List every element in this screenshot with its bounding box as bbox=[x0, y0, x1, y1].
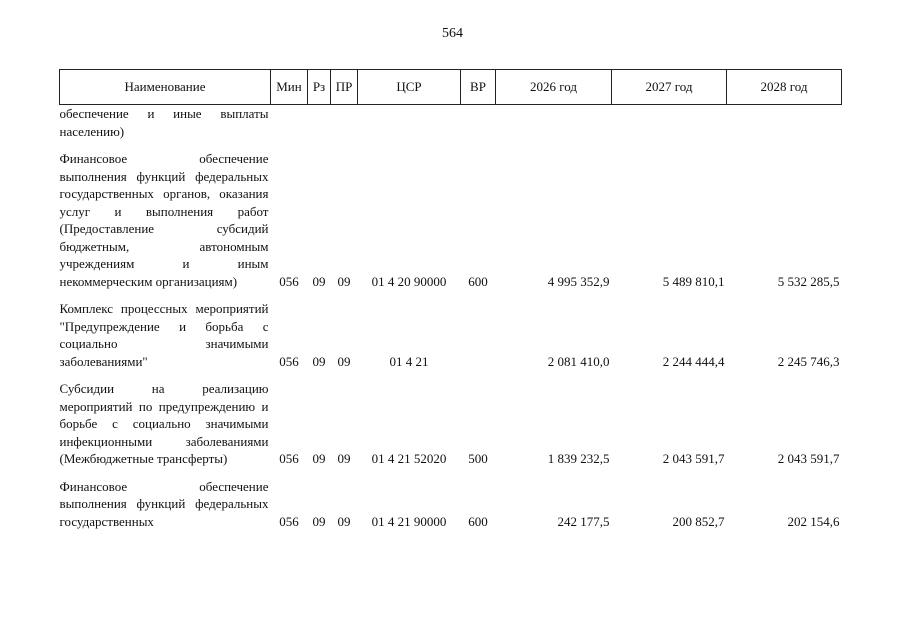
row-pr bbox=[331, 105, 358, 141]
header-2026: 2026 год bbox=[496, 70, 612, 105]
header-rz: Рз bbox=[308, 70, 331, 105]
header-pr: ПР bbox=[331, 70, 358, 105]
row-vr: 600 bbox=[468, 513, 488, 529]
row-2026: 4 995 352,9 bbox=[547, 273, 610, 289]
table-row bbox=[60, 370, 842, 468]
row-min: 056 bbox=[279, 451, 299, 466]
row-2028 bbox=[727, 105, 842, 141]
row-2027: 2 244 444,4 bbox=[662, 353, 725, 369]
row-2028: 5 532 285,5 bbox=[777, 273, 840, 289]
row-min bbox=[271, 105, 308, 141]
row-name: обеспечение и иные выплаты населению) bbox=[59, 106, 269, 139]
row-rz: 09 bbox=[312, 451, 326, 466]
row-rz: 09 bbox=[312, 273, 326, 289]
header-min: Мин bbox=[271, 70, 308, 105]
row-pr: 09 bbox=[337, 273, 351, 289]
table-row bbox=[60, 140, 842, 290]
row-rz: 09 bbox=[312, 513, 326, 529]
row-csr: 01 4 21 52020 bbox=[371, 451, 447, 466]
table-row bbox=[60, 105, 842, 141]
row-csr bbox=[358, 105, 461, 141]
row-2026: 1 839 232,5 bbox=[547, 451, 610, 466]
row-name: Субсидии на реализацию мероприятий по предупреждению и борьбе с социально значимыми инфекционными заболеваниями (Межбюджетные трансферты) bbox=[59, 381, 269, 466]
row-2027: 5 489 810,1 bbox=[662, 273, 725, 289]
row-pr: 09 bbox=[337, 451, 351, 466]
row-2027: 200 852,7 bbox=[672, 513, 725, 529]
header-vr: ВР bbox=[461, 70, 496, 105]
row-csr: 01 4 21 bbox=[389, 353, 429, 369]
budget-table bbox=[59, 69, 842, 530]
row-vr: 600 bbox=[468, 273, 488, 289]
header-2028: 2028 год bbox=[727, 70, 842, 105]
row-pr: 09 bbox=[337, 353, 351, 369]
table-row bbox=[60, 468, 842, 531]
row-2026: 2 081 410,0 bbox=[547, 353, 610, 369]
row-min: 056 bbox=[279, 273, 299, 289]
row-name: Финансовое обеспечение выполнения функций федеральных государственных органов, оказания услуг и выполнения работ (Предоставление субсидий бюджетным, автономным учреждениям и иным некоммерческим организациям) bbox=[59, 151, 269, 289]
row-name: Финансовое обеспечение выполнения функций федеральных государственных bbox=[59, 478, 269, 529]
row-vr bbox=[461, 290, 496, 370]
row-rz: 09 bbox=[312, 353, 326, 369]
row-2028: 202 154,6 bbox=[787, 513, 840, 529]
row-csr: 01 4 21 90000 bbox=[371, 513, 447, 529]
table-header-row bbox=[60, 70, 842, 105]
row-2027: 2 043 591,7 bbox=[662, 451, 725, 466]
row-2027 bbox=[612, 105, 727, 141]
row-rz bbox=[308, 105, 331, 141]
header-csr: ЦСР bbox=[358, 70, 461, 105]
header-2027: 2027 год bbox=[612, 70, 727, 105]
row-2026 bbox=[496, 105, 612, 141]
row-2028: 2 043 591,7 bbox=[777, 451, 840, 466]
table-row bbox=[60, 290, 842, 370]
header-name: Наименование bbox=[60, 70, 271, 105]
row-2028: 2 245 746,3 bbox=[777, 353, 840, 369]
row-min: 056 bbox=[279, 353, 299, 369]
row-csr: 01 4 20 90000 bbox=[371, 273, 447, 289]
row-vr: 500 bbox=[468, 451, 488, 466]
row-vr bbox=[461, 105, 496, 141]
row-2026: 242 177,5 bbox=[557, 513, 610, 529]
row-name: Комплекс процессных мероприятий "Предупреждение и борьба с социально значимыми заболеваниями" bbox=[59, 301, 269, 369]
row-min: 056 bbox=[279, 513, 299, 529]
page-number: 564 bbox=[442, 26, 463, 41]
row-pr: 09 bbox=[337, 513, 351, 529]
